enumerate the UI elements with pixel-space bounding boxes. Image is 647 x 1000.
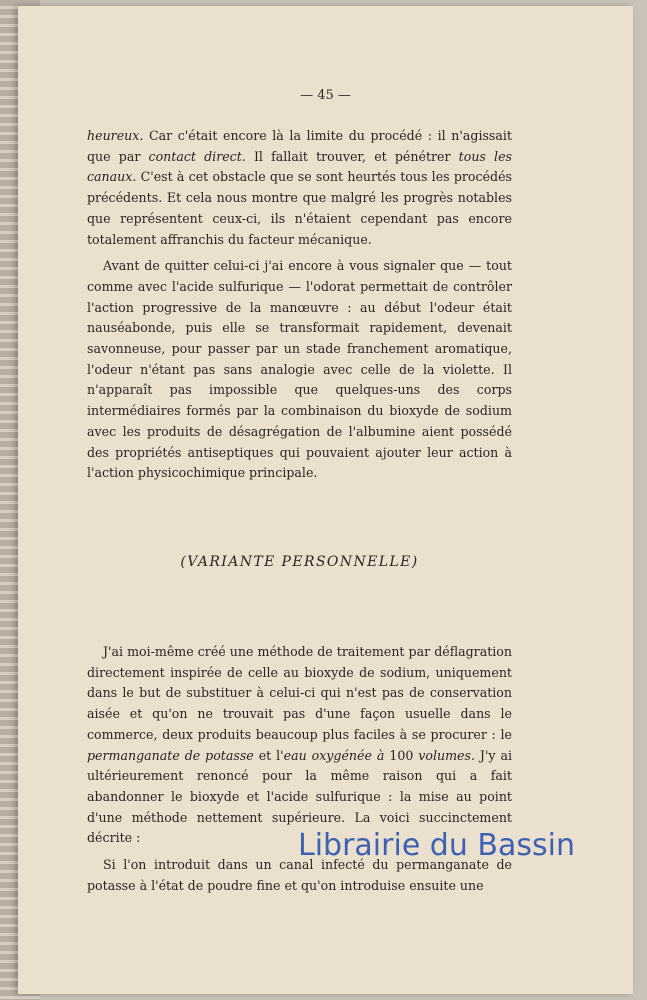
p3-text-a: J'ai moi-même créé une méthode de traitement par déflagration directement inspirée de celle au bioxyde de sodium, uniquement dans le but de substituer à celui-ci qui n'est pas de conservation aisée et qu'on ne trouvait pas d'une façon usuelle dans le commerce, deux produits beaucoup plus faciles à se procurer : le — [87, 644, 512, 742]
text-block-top — [87, 126, 512, 490]
page-number: — 45 — — [300, 88, 351, 103]
p3-text-c: et l' — [253, 747, 284, 763]
watermark: Librairie du Bassin — [298, 828, 575, 863]
p3-text-e: 100 — [384, 747, 419, 763]
paragraph-3 — [87, 642, 512, 849]
p1-italic-contact: contact direct. — [148, 148, 246, 164]
p3-italic-permanganate: permanganate de potasse — [87, 747, 254, 763]
p1-italic-canaux: tous les canaux. — [87, 148, 512, 185]
p1-text-a: Car c'était encore là la limite du procédé : il n'agissait que par — [87, 128, 512, 164]
p1-text-c: Il fallait trouver, et pénétrer — [245, 148, 459, 164]
p3-italic-volumes: volumes. — [418, 747, 475, 763]
paragraph-2: Avant de quitter celui-ci j'ai encore à vous signaler que — tout comme avec l'acide sulfurique — l'odorat permettait de contrôler l'action progressive de la manœuvre : au début l'odeur était nauséabonde, puis elle se transformait rapidement, devenait savonneuse, pour passer par un stade franchement aromatique, l'odeur n'étant pas sans analogie avec celle de la violette. Il n'apparaît pas impossible que quelques-uns des corps intermédiaires formés par la combinaison du bioxyde de sodium avec les produits de désagrégation de l'albumine aient possédé des propriétés antiseptiques qui pouvaient ajouter leur action à l'action physicochimique principale. — [87, 258, 512, 481]
paragraph-4: Si l'on introduit dans un canal infecté du permanganate de potasse à l'état de poudre fine et qu'on introduise ensuite une — [87, 857, 512, 893]
p3-italic-eau: eau oxygénée à — [283, 747, 385, 763]
text-block-bottom — [87, 642, 512, 902]
p3-text-g: J'y ai ultérieurement renoncé pour la même raison qui a fait abandonner le bioxyde et l'acide sulfurique : la mise au point d'une méthode nettement supérieure. La voici succinctement décrite : — [87, 747, 512, 846]
p1-italic-intro: heureux. — [87, 128, 144, 143]
p1-text-e: C'est à cet obstacle que se sont heurtés tous les procédés précédents. Et cela nous montre que malgré les progrès notables que représentent ceux-ci, ils n'étaient cependant pas encore totalement affranchis du facteur mécanique. — [87, 169, 512, 247]
section-heading: (VARIANTE PERSONNELLE) — [180, 554, 419, 570]
paragraph-1 — [87, 126, 512, 250]
